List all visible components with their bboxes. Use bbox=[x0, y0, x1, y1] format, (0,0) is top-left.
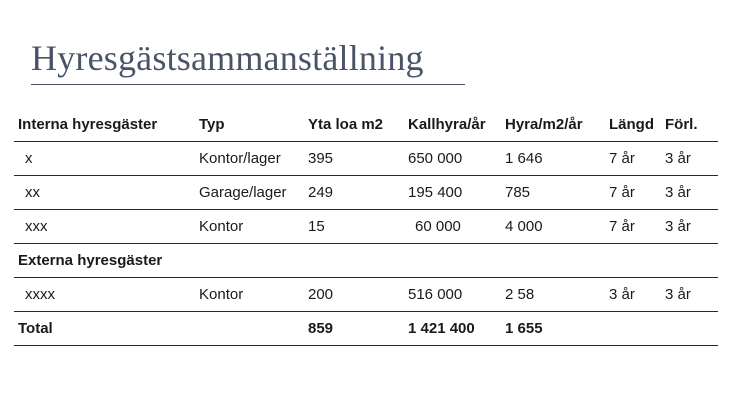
title-underline bbox=[31, 84, 465, 85]
cell-rent-per-m2: 4 000 bbox=[505, 218, 543, 235]
table-row bbox=[14, 210, 718, 244]
header-length: Längd bbox=[609, 108, 665, 142]
cell-area: 249 bbox=[308, 184, 334, 201]
section-row-external bbox=[14, 244, 718, 278]
cell-type: Kontor bbox=[199, 286, 244, 303]
cell-extension: 3 år bbox=[665, 184, 691, 201]
total-length bbox=[609, 312, 665, 346]
header-extension: Förl. bbox=[665, 108, 718, 142]
total-extension bbox=[665, 312, 718, 346]
cell-rent-per-m2: 1 646 bbox=[505, 150, 543, 167]
cell-area: 395 bbox=[308, 150, 334, 167]
header-area: Yta loa m2 bbox=[308, 108, 408, 142]
cell-rent-per-m2: 785 bbox=[505, 184, 531, 201]
tenant-table bbox=[14, 108, 718, 346]
header-type: Typ bbox=[199, 108, 308, 142]
cell-tenant: xxxx bbox=[25, 286, 55, 303]
cell-base-rent: 516 000 bbox=[408, 286, 463, 303]
table-row bbox=[14, 142, 718, 176]
cell-length: 7 år bbox=[609, 150, 635, 167]
cell-area: 15 bbox=[308, 218, 325, 235]
cell-length: 7 år bbox=[609, 218, 635, 235]
total-rent-per-m2: 1 655 bbox=[505, 320, 543, 337]
table-row bbox=[14, 176, 718, 210]
header-rent-per-m2: Hyra/m2/år bbox=[505, 108, 609, 142]
cell-length: 7 år bbox=[609, 184, 635, 201]
total-type bbox=[199, 312, 308, 346]
cell-type: Kontor/lager bbox=[199, 150, 281, 167]
page-title: Hyresgästsammanställning bbox=[31, 38, 424, 78]
cell-tenant: xx bbox=[25, 184, 40, 201]
cell-base-rent: 650 000 bbox=[408, 150, 463, 167]
cell-length: 3 år bbox=[609, 286, 635, 303]
cell-tenant: x bbox=[25, 150, 33, 167]
total-base-rent: 1 421 400 bbox=[408, 320, 475, 337]
cell-base-rent: 195 400 bbox=[408, 184, 463, 201]
cell-base-rent: 60 000 bbox=[415, 218, 461, 235]
cell-extension: 3 år bbox=[665, 286, 691, 303]
cell-type: Kontor bbox=[199, 218, 244, 235]
header-base-rent: Kallhyra/år bbox=[408, 108, 505, 142]
cell-type: Garage/lager bbox=[199, 184, 287, 201]
total-area: 859 bbox=[308, 320, 334, 337]
table-row bbox=[14, 278, 718, 312]
section-label-external: Externa hyresgäster bbox=[18, 252, 163, 269]
cell-area: 200 bbox=[308, 286, 334, 303]
cell-extension: 3 år bbox=[665, 150, 691, 167]
total-row bbox=[14, 312, 718, 346]
table-header-row bbox=[14, 108, 718, 142]
total-label: Total bbox=[18, 320, 53, 337]
cell-extension: 3 år bbox=[665, 218, 691, 235]
cell-tenant: xxx bbox=[25, 218, 48, 235]
header-tenant: Interna hyresgäster bbox=[14, 108, 199, 142]
cell-rent-per-m2: 2 58 bbox=[505, 286, 535, 303]
